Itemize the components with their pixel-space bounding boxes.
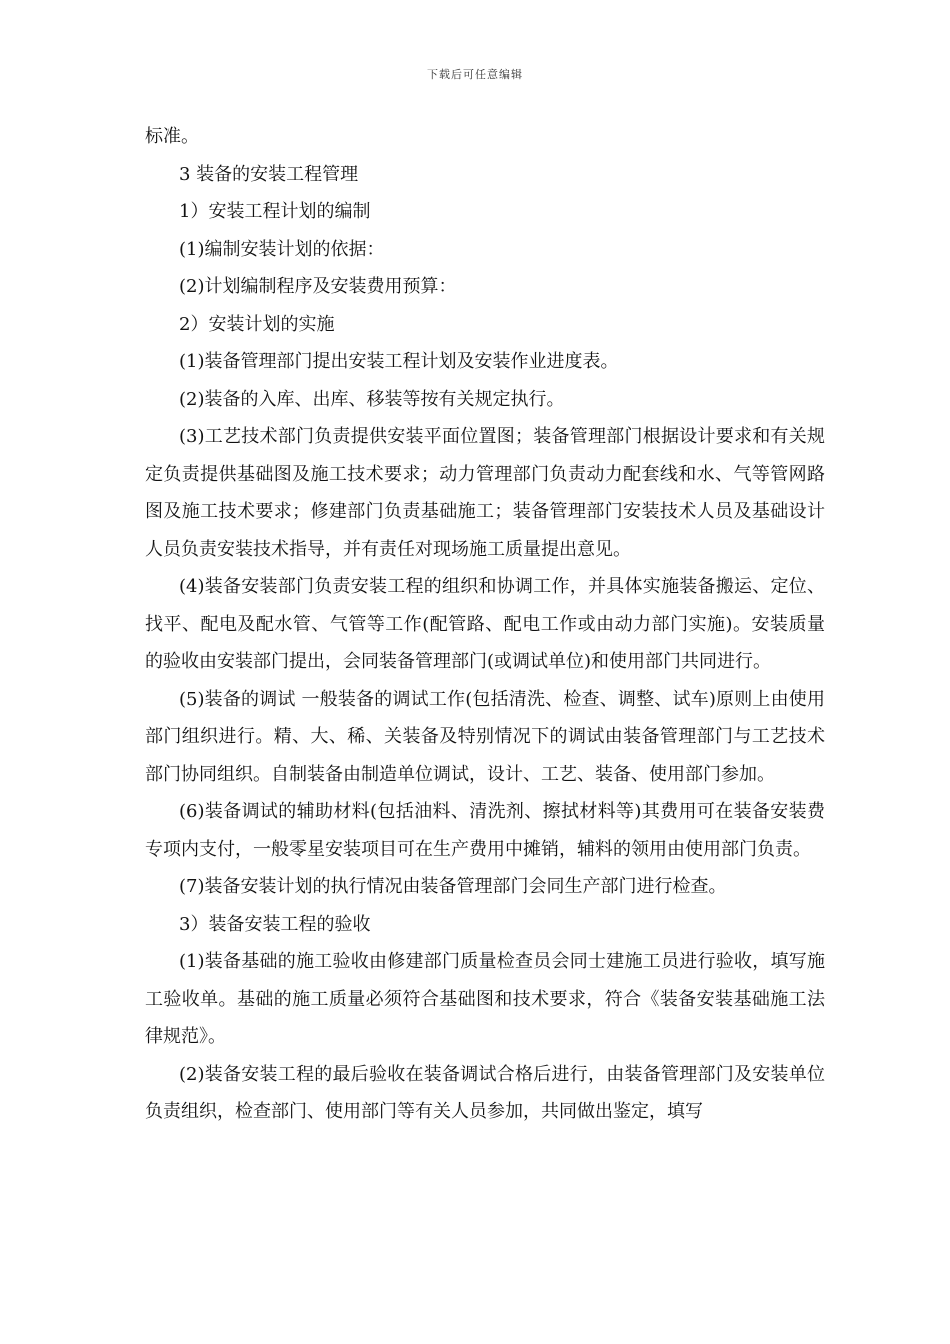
paragraph: 标准。 bbox=[145, 126, 199, 147]
list-item: (2)计划编制程序及安装费用预算： bbox=[179, 276, 457, 297]
list-item: (1)编制安装计划的依据： bbox=[179, 238, 385, 260]
list-item: (7)装备安装计划的执行情况由装备管理部门会同生产部门进行检查。 bbox=[179, 876, 727, 897]
list-item: (5)装备的调试 一般装备的调试工作(包括清洗、检查、调整、试车)原则上由使用部门组织进行。精、大、稀、关装备及特别情况下的调试由装备管理部门与工艺技术部门协同组织。自制装备由制造单位调试，设计、工艺、装备、使用部门参加。 bbox=[145, 688, 825, 785]
subsection-heading: 3）装备安装工程的验收 bbox=[179, 913, 371, 935]
subsection-heading: 1）安装工程计划的编制 bbox=[179, 201, 371, 222]
list-item: (1)装备基础的施工验收由修建部门质量检查员会同士建施工员进行验收，填写施工验收单。基础的施工质量必须符合基础图和技术要求，符合《装备安装基础施工法律规范》。 bbox=[145, 951, 825, 1047]
page-header: 下载后可任意编辑 bbox=[427, 68, 523, 81]
list-item: (2)装备安装工程的最后验收在装备调试合格后进行，由装备管理部门及安装单位负责组织，检查部门、使用部门等有关人员参加，共同做出鉴定，填写 bbox=[145, 1063, 825, 1122]
list-item: (2)装备的入库、出库、移装等按有关规定执行。 bbox=[179, 388, 565, 410]
section-heading: 3 装备的安装工程管理 bbox=[179, 163, 359, 185]
document-body bbox=[145, 118, 825, 1131]
subsection-heading: 2）安装计划的实施 bbox=[179, 313, 335, 335]
list-item: (4)装备安装部门负责安装工程的组织和协调工作，并具体实施装备搬运、定位、找平、配电及配水管、气管等工作(配管路、配电工作或由动力部门实施)。安装质量的验收由安装部门提出，会同装备管理部门(或调试单位)和使用部门共同进行。 bbox=[145, 576, 825, 672]
list-item: (1)装备管理部门提出安装工程计划及安装作业进度表。 bbox=[179, 351, 619, 372]
list-item: (6)装备调试的辅助材料(包括油料、清洗剂、擦拭材料等)其费用可在装备安装费专项内支付，一般零星安装项目可在生产费用中摊销，辅料的领用由使用部门负责。 bbox=[145, 801, 825, 860]
list-item: (3)工艺技术部门负责提供安装平面位置图；装备管理部门根据设计要求和有关规定负责提供基础图及施工技术要求；动力管理部门负责动力配套线和水、气等管网路图及施工技术要求；修建部门负责基础施工；装备管理部门安装技术人员及基础设计人员负责安装技术指导，并有责任对现场施工质量提出意见。 bbox=[145, 426, 825, 560]
